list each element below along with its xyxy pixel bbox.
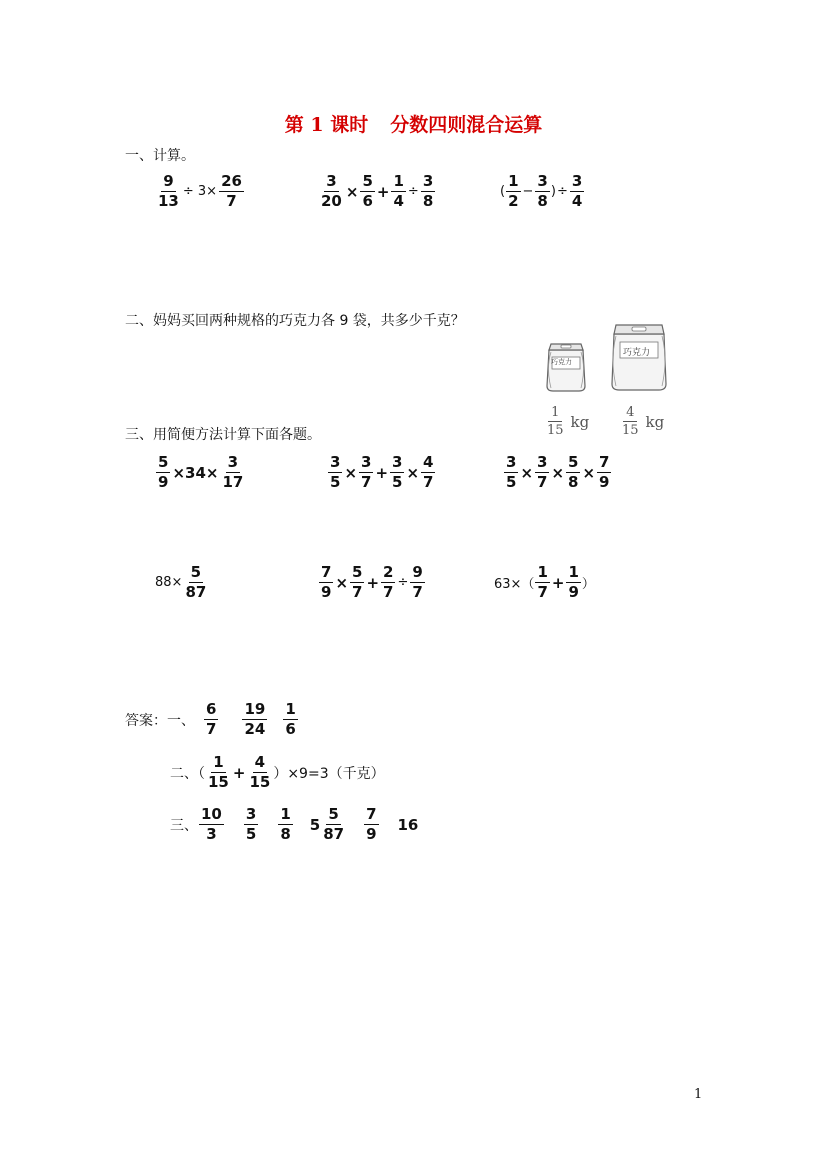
- fraction: 6 7: [206, 700, 217, 738]
- section3-heading: 三、用简便方法计算下面各题。: [125, 427, 321, 443]
- fraction: $\frac{2}{7}$: [383, 563, 394, 601]
- section3-expr-2: $\frac{3}{5}$ × $\frac{3}{7}$ + $\frac{3}{5}$ × $\frac{4}{7}$: [330, 453, 434, 491]
- chocolate-bag-small-icon: [543, 340, 589, 394]
- fraction: 1 6: [285, 700, 296, 738]
- fraction: $\frac{3}{20}$: [321, 172, 342, 210]
- fraction: 7 9: [366, 805, 377, 843]
- bag-large-label: 巧克力: [623, 348, 651, 358]
- fraction: 1 2: [508, 172, 519, 210]
- fraction: $\frac{1}{9}$: [568, 563, 579, 601]
- fraction: 19 24: [244, 700, 266, 738]
- fraction: $\frac{5}{87}$: [185, 563, 207, 601]
- fraction: $\frac{7}{9}$: [321, 563, 332, 601]
- fraction: $\frac{3}{7}$: [361, 453, 372, 491]
- section3-expr-5: $\frac{7}{9}$ × $\frac{5}{7}$ + $\frac{2}{7}$ ÷ $\frac{9}{7}$: [321, 563, 423, 601]
- fraction: $\frac{26}{7}$: [221, 172, 242, 210]
- answers-section2: 二、（ 1 15 + $\frac{4}{15}$ ）×9=3（千克）: [170, 753, 385, 791]
- fraction: 4 15: [622, 405, 639, 438]
- section3-expr-3: $\frac{3}{5}$ × $\frac{3}{7}$ × $\frac{5}{8}$ × $\frac{7}{9}$: [506, 453, 610, 491]
- fraction: 1 7: [537, 563, 548, 601]
- fraction: $\frac{3}{4}$: [571, 172, 583, 210]
- fraction: 1 15: [208, 753, 229, 791]
- fraction: 10 3: [201, 805, 222, 843]
- section3-expr-6: 63×（ 1 7 + $\frac{1}{9}$ ）: [494, 563, 595, 601]
- fraction: $\frac{3}{5}$: [506, 453, 517, 491]
- fraction: $\frac{3}{8}$: [537, 172, 548, 210]
- lesson-number: 第 1 课时: [284, 114, 369, 136]
- section3-expr-4: 88× $\frac{5}{87}$: [155, 563, 207, 601]
- answers-label: 答案：一、: [125, 712, 195, 729]
- answers-section1: [125, 702, 299, 737]
- page-title: [0, 110, 827, 137]
- fraction: 3 5: [245, 805, 257, 843]
- section1-heading: 一、计算。: [125, 148, 195, 164]
- fraction: $\frac{3}{8}$: [422, 172, 434, 210]
- section1-expr-1: $\frac{9}{13}$ ÷ 3× $\frac{26}{7}$: [158, 172, 242, 210]
- fraction: $\frac{3}{5}$: [392, 453, 403, 491]
- fraction: $\frac{9}{13}$: [158, 172, 179, 210]
- answers-section3: 三、 10 3 3 5 1 8 5 5 87 7 9 16: [170, 805, 419, 843]
- fraction: $\frac{3}{7}$: [537, 453, 548, 491]
- fraction: $\frac{4}{15}$: [249, 753, 271, 791]
- fraction: $\frac{5}{9}$: [158, 453, 169, 491]
- fraction: $\frac{3}{5}$: [330, 453, 341, 491]
- fraction: 1 15: [547, 405, 564, 438]
- fraction: 5 87: [323, 805, 345, 843]
- bag-small-label: 巧克力: [551, 358, 572, 366]
- fraction: $\frac{3}{17}$: [222, 453, 244, 491]
- page-number: 1: [694, 1087, 703, 1102]
- bag-small-weight: 1 15 kg: [547, 405, 590, 438]
- fraction: $\frac{5}{7}$: [352, 563, 363, 601]
- fraction: $\frac{5}{6}$: [362, 172, 373, 210]
- section1-expr-3: ( 1 2 − $\frac{3}{8}$ ) ÷ $\frac{3}{4}$: [500, 172, 583, 210]
- mixed-number: 5 5 87: [309, 805, 345, 843]
- section1-expr-2: $\frac{3}{20}$ × $\frac{5}{6}$ + $\frac{1}{4}$ ÷ $\frac{3}{8}$: [321, 172, 434, 210]
- fraction: $\frac{4}{7}$: [423, 453, 434, 491]
- fraction: $\frac{9}{7}$: [412, 563, 423, 601]
- bag-large-weight: 4 15 kg: [622, 405, 665, 438]
- fraction: $\frac{7}{9}$: [599, 453, 610, 491]
- fraction: $\frac{5}{8}$: [568, 453, 579, 491]
- fraction: $\frac{1}{4}$: [393, 172, 404, 210]
- section2-heading: 二、妈妈买回两种规格的巧克力各 9 袋，共多少千克？: [125, 313, 465, 329]
- lesson-topic: 分数四则混合运算: [390, 114, 543, 136]
- fraction: 1 8: [280, 805, 291, 843]
- section3-expr-1: $\frac{5}{9}$ ×34× $\frac{3}{17}$: [158, 453, 244, 491]
